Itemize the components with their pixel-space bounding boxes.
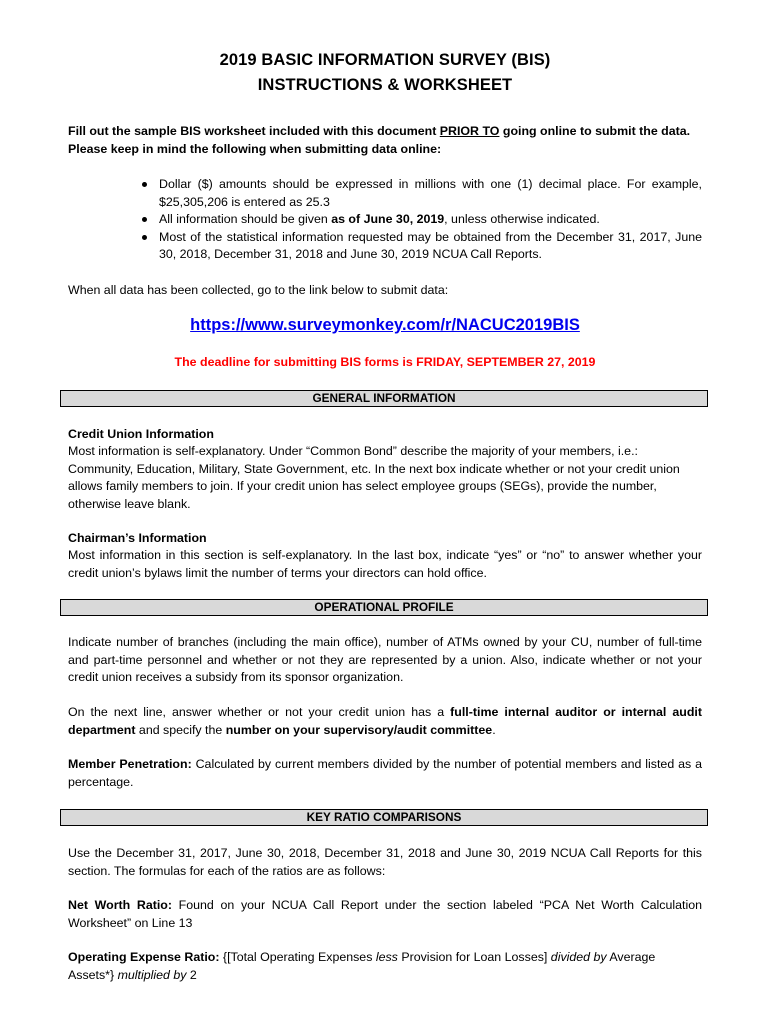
oe-text-divided: divided by	[550, 950, 607, 964]
bullet-text-dollars: Dollar ($) amounts should be expressed in millions with one (1) decimal place. For example, $25,305,206 is entered as 25.3	[159, 177, 702, 209]
cu-info-heading: Credit Union Information	[68, 427, 214, 441]
member-penetration-label: Member Penetration:	[68, 757, 192, 771]
deadline-notice: The deadline for submitting BIS forms is FRIDAY, SEPTEMBER 27, 2019	[174, 355, 596, 369]
member-penetration-paragraph	[68, 756, 702, 791]
oe-text-2: Provision for Loan Losses]	[397, 950, 551, 964]
oe-text-3: Average Assets*}	[68, 950, 656, 982]
bullet-text-date-pre: All information should be given	[159, 212, 332, 226]
bullet-text-call-reports: Most of the statistical information requested may be obtained from the December 31, 2017, June 30, 2018, December 31, 2018 and June 30, 2019 NCUA Call Reports.	[159, 229, 702, 261]
list-item	[140, 211, 702, 229]
intro-paragraph	[68, 123, 702, 158]
bullet-text-date-bold: as of June 30, 2019	[331, 212, 445, 226]
section-header-general: GENERAL INFORMATION	[60, 390, 708, 407]
section-header-key-ratio: KEY RATIO COMPARISONS	[60, 809, 708, 826]
op2-text-committee: number on your supervisory/audit committee	[225, 722, 493, 737]
bullet-icon	[142, 217, 147, 222]
oe-text-multiplied: multiplied by	[117, 967, 187, 982]
key-ratio-paragraph-1: Use the December 31, 2017, June 30, 2018, December 31, 2018 and June 30, 2019 NCUA Call Reports for this section. The formulas for each of the ratios are as follows:	[68, 846, 702, 878]
collected-text: When all data has been collected, go to the link below to submit data:	[68, 283, 449, 297]
op2-text-e: .	[492, 722, 496, 737]
operational-paragraph-2	[68, 704, 702, 739]
intro-text-1: Fill out the sample BIS worksheet included with this document	[68, 124, 440, 138]
oe-text-4: 2	[186, 967, 197, 982]
intro-underlined: PRIOR TO	[439, 124, 500, 138]
operating-expense-ratio-paragraph	[68, 949, 702, 984]
page-title: 2019 BASIC INFORMATION SURVEY (BIS)	[219, 51, 551, 69]
list-item	[140, 176, 702, 211]
bullet-text-date-post: , unless otherwise indicated.	[444, 212, 600, 226]
operating-expense-ratio-label: Operating Expense Ratio:	[68, 950, 220, 964]
op2-text-a: On the next line, answer whether or not your credit union has a	[68, 705, 451, 719]
instruction-list	[140, 176, 702, 264]
bullet-icon	[142, 235, 147, 240]
operational-paragraph-1: Indicate number of branches (including the main office), number of ATMs owned by your CU, number of full-time and part-time personnel and whether or not they are represented by a union. Also, indicate whether or not your credit union receives a subsidy from its sponsor organization.	[68, 635, 702, 684]
op2-text-auditor: full-time internal auditor or internal audit department	[68, 705, 702, 737]
net-worth-ratio-body: Found on your NCUA Call Report under the section labeled “PCA Net Worth Calculation Worksheet” on Line 13	[68, 898, 702, 930]
net-worth-ratio-paragraph	[68, 897, 702, 932]
chairman-info-body: Most information in this section is self-explanatory. In the last box, indicate “yes” or “no” to answer whether your credit union’s bylaws limit the number of terms your directors can hold office.	[68, 548, 702, 580]
oe-text-1: {[Total Operating Expenses	[219, 950, 376, 964]
net-worth-ratio-label: Net Worth Ratio:	[68, 898, 172, 912]
list-item	[140, 229, 702, 264]
survey-link[interactable]: https://www.surveymonkey.com/r/NACUC2019BIS	[190, 316, 580, 334]
section-header-operational: OPERATIONAL PROFILE	[60, 599, 708, 616]
op2-text-c: and specify the	[135, 722, 226, 737]
member-penetration-body: Calculated by current members divided by the number of potential members and listed as a percentage.	[68, 757, 702, 789]
bullet-icon	[142, 182, 147, 187]
intro-text-2: going online to submit the data. Please keep in mind the following when submitting data online:	[68, 124, 691, 156]
page-subtitle: INSTRUCTIONS & WORKSHEET	[257, 76, 513, 94]
cu-info-body: Most information is self-explanatory. Under “Common Bond” describe the majority of your members, i.e.: Community, Education, Military, State Government, etc. In the next box indicate whether or not your credit union allows family members to join. If your credit union has select employee groups (SEGs), provide the number, otherwise leave blank.	[68, 444, 680, 511]
chairman-info-heading: Chairman’s Information	[68, 531, 207, 545]
oe-text-less: less	[375, 950, 398, 964]
